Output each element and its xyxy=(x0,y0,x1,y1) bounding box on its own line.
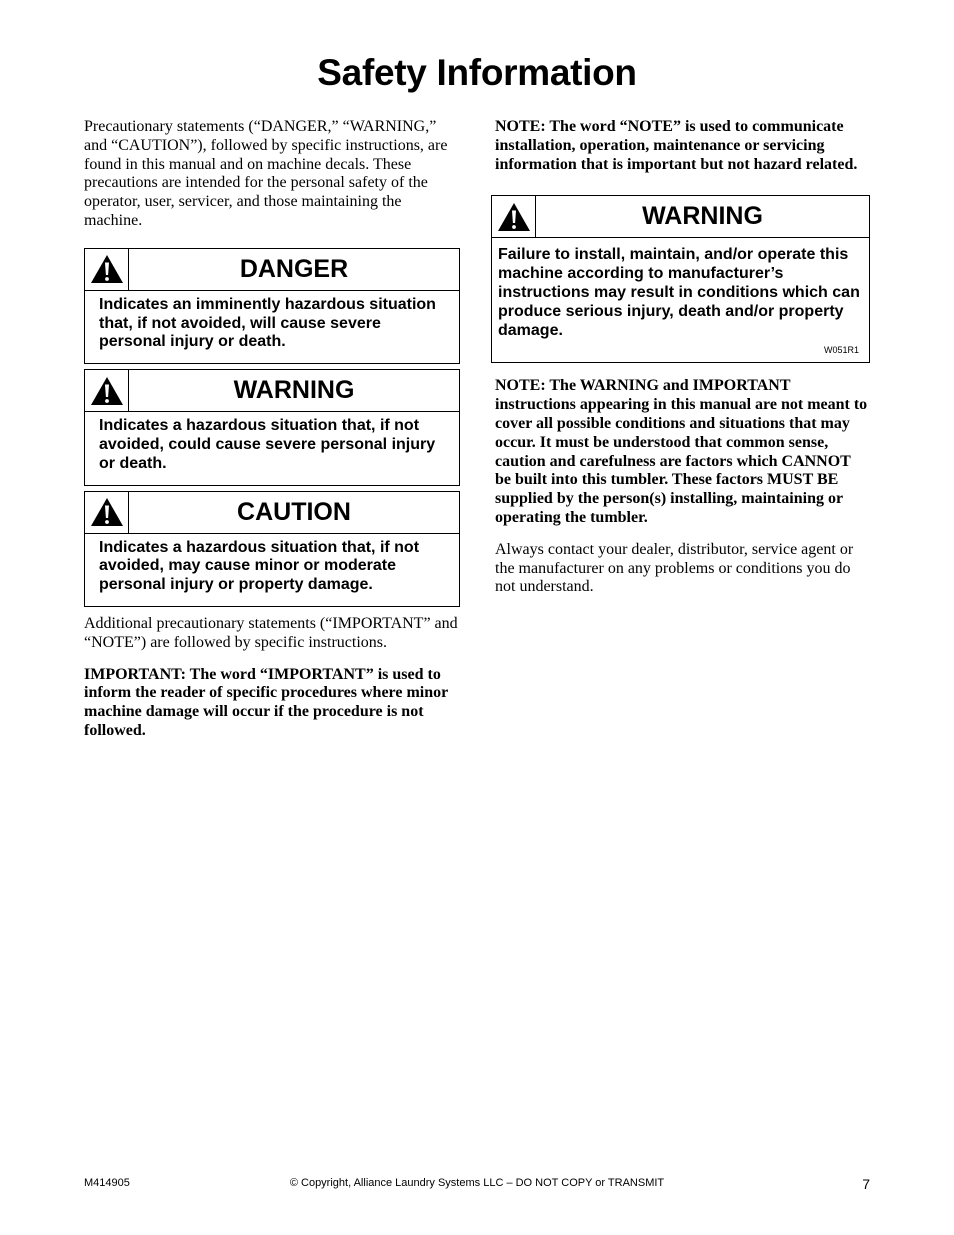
caution-box xyxy=(84,491,460,607)
danger-label: DANGER xyxy=(239,254,349,283)
important-paragraph: IMPORTANT: The word “IMPORTANT” is used to inform the reader of specific procedures where minor machine damage will occur if the procedure is not followed. xyxy=(84,665,448,739)
caution-text: Indicates a hazardous situation that, if not avoided, may cause minor or moderate personal injury or property damage. xyxy=(99,538,420,594)
left-column xyxy=(84,118,460,741)
page-title: Safety Information xyxy=(317,52,637,93)
copyright: © Copyright, Alliance Laundry Systems LLC – DO NOT COPY or TRANSMIT xyxy=(289,1177,665,1189)
doc-number: M414905 xyxy=(84,1177,130,1189)
contact-paragraph: Always contact your dealer, distributor, service agent or the manufacturer on any problems or conditions you do not understand. xyxy=(495,540,854,596)
warning-box xyxy=(84,369,460,485)
warning-triangle-icon xyxy=(85,492,129,533)
warning-text: Indicates a hazardous situation that, if not avoided, could cause severe personal injury or death. xyxy=(99,417,436,472)
danger-text: Indicates an imminently hazardous situation that, if not avoided, will cause severe personal injury or death. xyxy=(99,295,436,351)
warning-code: W051R1 xyxy=(823,345,859,356)
tumbler-warning-text: Failure to install, maintain, and/or operate this machine according to manufacturer’s instructions may result in conditions which can produce serious injury, death and/or property damage. xyxy=(498,246,860,339)
tumbler-warning-box xyxy=(491,195,870,363)
warning-triangle-icon xyxy=(85,249,129,290)
page-number: 7 xyxy=(862,1176,870,1192)
note-paragraph: NOTE: The word “NOTE” is used to communicate installation, operation, maintenance or servicing information that is important but not hazard related. xyxy=(495,118,858,173)
caution-label: CAUTION xyxy=(237,497,351,526)
danger-box xyxy=(84,248,460,364)
note-warning-paragraph: NOTE: The WARNING and IMPORTANT instructions appearing in this manual are not meant to cover all possible conditions and situations that may occur. It must be understood that common sense, caution and carefulness are factors which CANNOT be built into this tumbler. These factors MUST BE supplied by the person(s) installing, maintaining or operating the tumbler. xyxy=(495,377,868,526)
warning-triangle-icon xyxy=(492,196,536,237)
additional-paragraph: Additional precautionary statements (“IMPORTANT” and “NOTE”) are followed by specific instructions. xyxy=(84,614,458,651)
intro-paragraph: Precautionary statements (“DANGER,” “WARNING,” and “CAUTION”), followed by specific instructions, are found in this manual and on machine decals. These precautions are intended for the personal safety of the operator, user, servicer, and those maintaining the machine. xyxy=(84,118,448,229)
right-column xyxy=(495,118,870,597)
warning-label: WARNING xyxy=(233,376,355,405)
tumbler-warning-label: WARNING xyxy=(642,202,763,231)
warning-triangle-icon xyxy=(85,370,129,411)
